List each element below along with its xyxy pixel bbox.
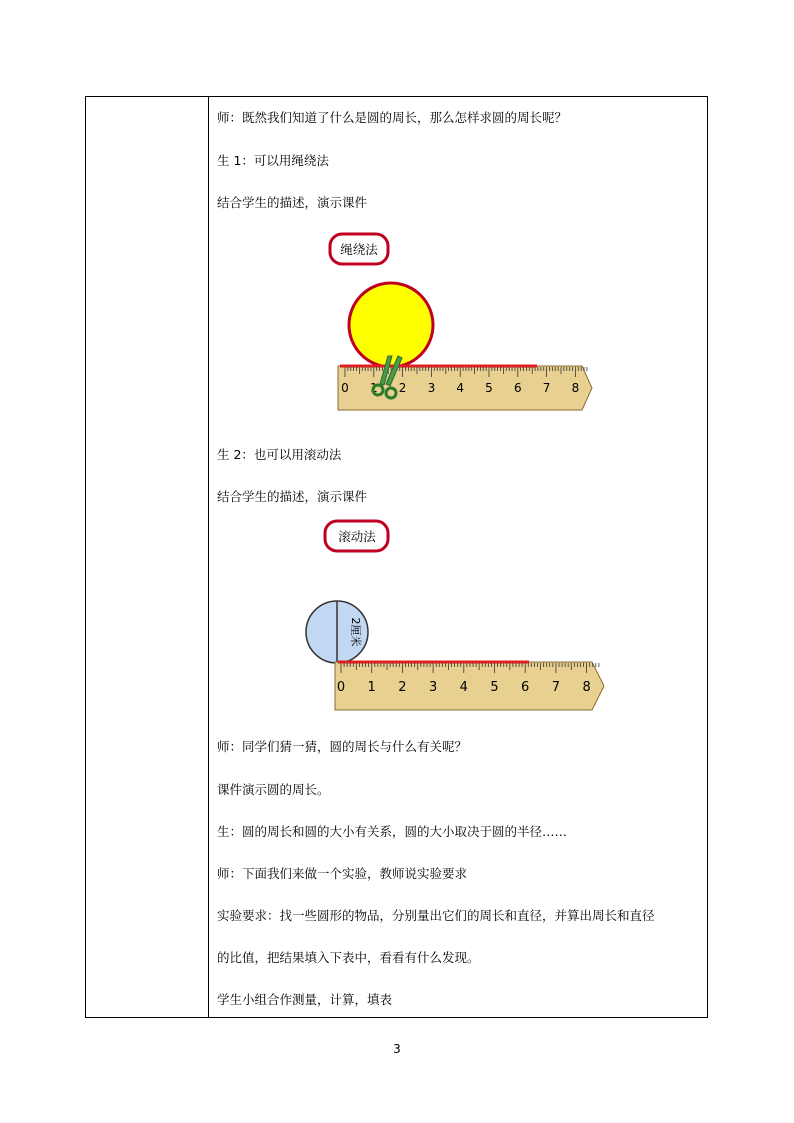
ruler-label: 4: [459, 680, 468, 695]
ruler-label: 8: [582, 680, 591, 695]
ruler-label: 3: [427, 381, 436, 395]
rolling-method-label: 滚动法: [338, 529, 376, 544]
ruler-label: 6: [513, 381, 522, 395]
ruler-label: 5: [490, 680, 499, 695]
text-line-6: 师：同学们猜一猜，圆的周长与什么有关呢？: [217, 739, 468, 754]
ruler-label: 0: [336, 680, 346, 695]
text-line-8: 生：圆的周长和圆的大小有关系，圆的大小取决于圆的半径……: [217, 824, 568, 839]
text-line-9: 师：下面我们来做一个实验，教师说实验要求: [217, 866, 468, 881]
ruler-label: 3: [428, 680, 438, 695]
diameter-label: 2厘米: [349, 617, 362, 647]
ruler-label: 5: [485, 381, 493, 395]
ruler-label: 1: [367, 680, 376, 695]
ruler-label: 4: [456, 381, 465, 395]
ruler-label: 2: [398, 381, 407, 395]
rope-method-label: 绳绕法: [340, 242, 378, 257]
ruler-2-labels: [337, 680, 591, 695]
ruler-label: 7: [542, 381, 551, 395]
text-line-10: 实验要求：找一些圆形的物品，分别量出它们的周长和直径，并算出周长和直径: [217, 908, 655, 923]
text-line-3: 结合学生的描述，演示课件: [217, 195, 368, 210]
ruler-label: 0: [341, 381, 349, 395]
text-line-4: 生 2：也可以用滚动法: [217, 447, 342, 462]
text-line-11: 的比值，把结果填入下表中，看看有什么发现。: [217, 950, 480, 965]
text-line-5: 结合学生的描述，演示课件: [217, 489, 368, 504]
page-number: 3: [393, 1042, 401, 1056]
ruler-label: 2: [398, 680, 407, 695]
text-line-12: 学生小组合作测量，计算，填表: [217, 992, 393, 1007]
text-line-1: 师：既然我们知道了什么是圆的周长，那么怎样求圆的周长呢？: [217, 110, 568, 125]
ruler-label: 8: [571, 381, 580, 395]
ruler-label: 1: [369, 381, 378, 395]
text-line-2: 生 1：可以用绳绕法: [217, 153, 329, 168]
text-line-7: 课件演示圆的周长。: [217, 782, 330, 797]
ruler-label: 6: [521, 680, 530, 695]
ruler-label: 7: [551, 680, 561, 695]
